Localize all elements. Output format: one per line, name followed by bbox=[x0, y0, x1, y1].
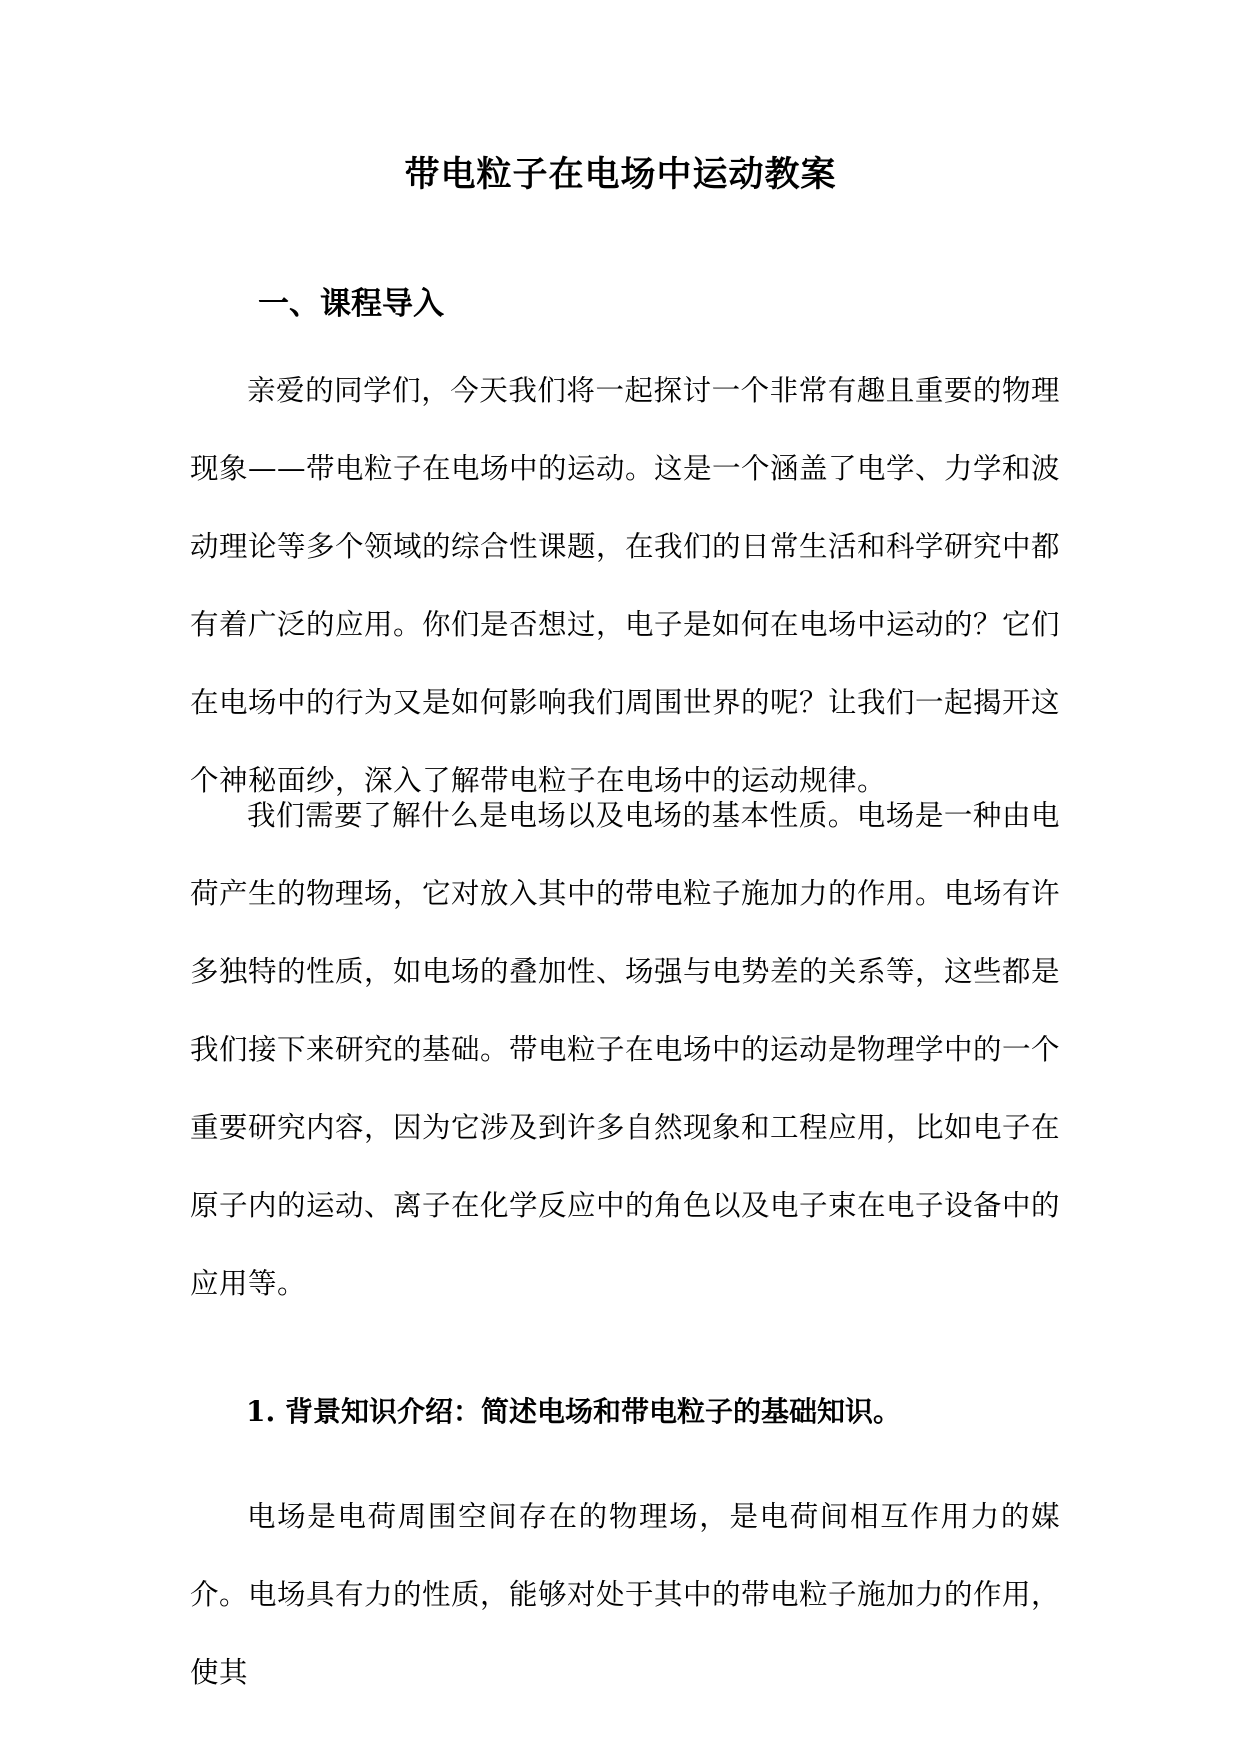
section-heading-course-intro: 一、课程导入 bbox=[258, 286, 444, 322]
background-paragraph-1: 电场是电荷周围空间存在的物理场，是电荷间相互作用力的媒介。电场具有力的性质，能够对处于其中的带电粒子施加力的作用，使其 bbox=[190, 1500, 1061, 1689]
intro-paragraph-2: 我们需要了解什么是电场以及电场的基本性质。电场是一种由电荷产生的物理场，它对放入其中的带电粒子施加力的作用。电场有许多独特的性质，如电场的叠加性、场强与电势差的关系等，这些都是我们接下来研究的基础。带电粒子在电场中的运动是物理学中的一个重要研究内容，因为它涉及到许多自然现象和工程应用，比如电子在原子内的运动、离子在化学反应中的角色以及电子束在电子设备中的应用等。 bbox=[190, 799, 1061, 1300]
subsection-heading-background: 1. 背景知识介绍：简述电场和带电粒子的基础知识。 bbox=[246, 1395, 901, 1428]
document-title: 带电粒子在电场中运动教案 bbox=[404, 154, 837, 195]
intro-paragraph-1: 亲爱的同学们，今天我们将一起探讨一个非常有趣且重要的物理现象——带电粒子在电场中的运动。这是一个涵盖了电学、力学和波动理论等多个领域的综合性课题，在我们的日常生活和科学研究中都有着广泛的应用。你们是否想过，电子是如何在电场中运动的？它们在电场中的行为又是如何影响我们周围世界的呢？让我们一起揭开这个神秘面纱，深入了解带电粒子在电场中的运动规律。 bbox=[190, 374, 1061, 797]
